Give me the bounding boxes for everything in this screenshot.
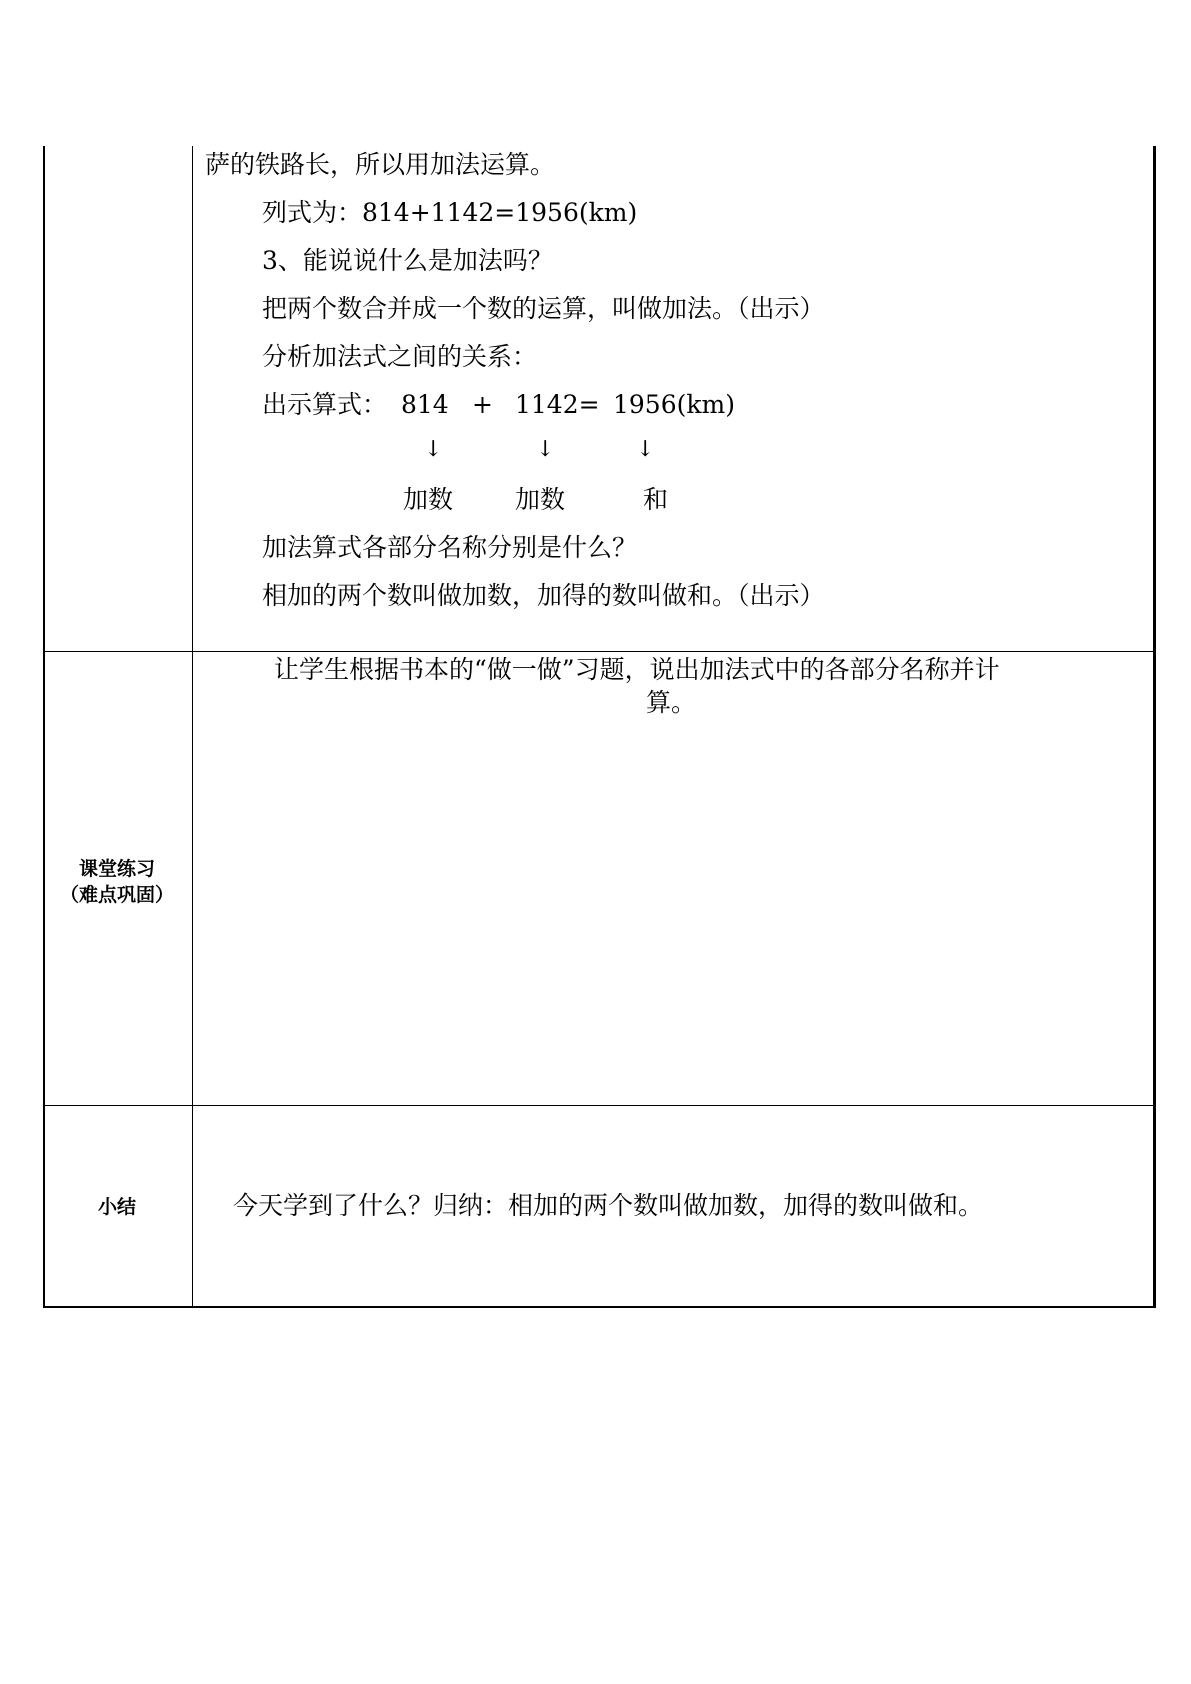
- content-line-4: 把两个数合并成一个数的运算，叫做加法。（出示）: [262, 294, 825, 323]
- practice-label-line-2: （难点巩固）: [59, 884, 174, 906]
- content-line-3: 3、能说说什么是加法吗？: [262, 246, 553, 275]
- table-row-divider-1: [43, 651, 1155, 652]
- arrow-down-icon: ↓: [424, 437, 443, 462]
- practice-text-line-1: 让学生根据书本的“做一做”习题，说出加法式中的各部分名称并计: [274, 655, 1000, 684]
- table-column-divider: [192, 146, 193, 1308]
- content-line-question: 加法算式各部分名称分别是什么？: [262, 533, 638, 562]
- summary-label: 小结: [97, 1196, 136, 1218]
- content-line-2: 列式为：814+1142=1956(km): [262, 198, 638, 227]
- content-line-answer: 相加的两个数叫做加数，加得的数叫做和。（出示）: [262, 581, 825, 610]
- practice-label: [43, 856, 191, 908]
- arrow-down-icon: ↓: [636, 437, 655, 462]
- table-bottom-border: [43, 1306, 1155, 1308]
- content-line-5: 分析加法式之间的关系：: [262, 342, 538, 371]
- table-right-border: [1153, 146, 1156, 1308]
- equation-prefix: 出示算式：: [262, 390, 388, 419]
- table-row-divider-2: [43, 1105, 1155, 1106]
- equation-addend-2: 1142=: [515, 390, 600, 419]
- arrow-down-icon: ↓: [536, 437, 555, 462]
- table-left-border: [43, 146, 45, 1308]
- practice-text-line-2: 算。: [646, 688, 697, 717]
- part-name-addend-1: 加数: [403, 485, 454, 514]
- equation-plus: +: [472, 390, 493, 419]
- part-name-sum: 和: [643, 485, 669, 514]
- summary-text: 今天学到了什么？归纳：相加的两个数叫做加数，加得的数叫做和。: [233, 1191, 984, 1220]
- part-name-addend-2: 加数: [515, 485, 566, 514]
- content-line-1: 萨的铁路长，所以用加法运算。: [205, 150, 556, 179]
- equation-sum: 1956(km): [613, 390, 735, 419]
- practice-label-line-1: 课堂练习: [78, 858, 155, 880]
- equation-addend-1: 814: [401, 390, 449, 419]
